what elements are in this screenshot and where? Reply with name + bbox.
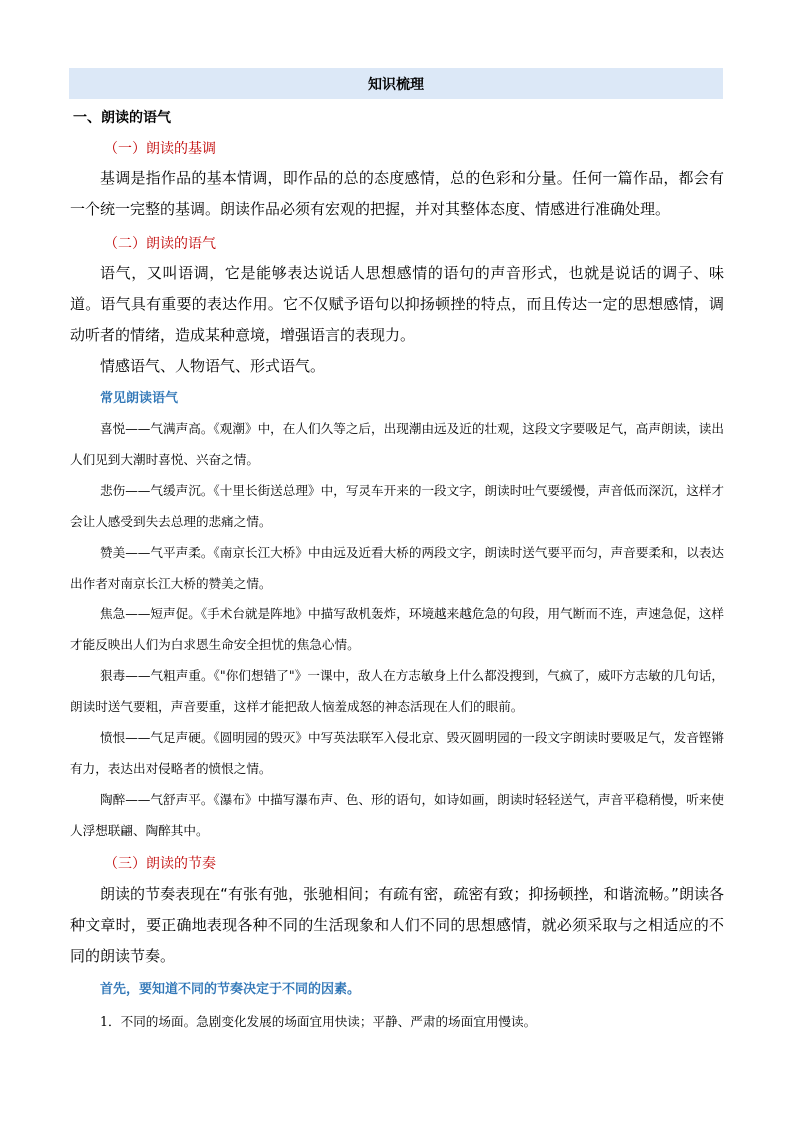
list-item-vicious: 狠毒——气粗声重。《"你们想错了"》一课中，敌人在方志敏身上什么都没搜到，气疯了，威吓方志敏的几句话，朗读时送气要粗，声音要重，这样才能把敌人恼羞成怒的神态活现在人们的眼前。 — [70, 668, 724, 714]
list-item-anger: 愤恨——气足声硬。《圆明园的毁灭》中写英法联军入侵北京、毁灭圆明园的一段文字朗读时要吸足气，发音铿锵有力，表达出对侵略者的愤恨之情。 — [70, 730, 724, 776]
subheading-mood: （二）朗读的语气 — [104, 236, 216, 252]
list-item-sorrow: 悲伤——气缓声沉。《十里长街送总理》中，写灵车开来的一段文字，朗读时吐气要缓慢，声音低而深沉，这样才会让人感受到失去总理的悲痛之情。 — [70, 483, 724, 529]
paragraph-rhythm: 朗读的节奏表现在“有张有弛，张驰相间；有疏有密，疏密有致；抑扬顿挫，和谐流畅。”朗读各种文章时，要正确地表现各种不同的生活现象和人们不同的思想感情，就必须采取与之相适应的不同的朗读节奏。 — [70, 885, 724, 965]
list-item-joy: 喜悦——气满声高。《观潮》中，在人们久等之后，出现潮由远及近的壮观，这段文字要吸足气，高声朗读，读出人们见到大潮时喜悦、兴奋之情。 — [70, 421, 724, 467]
rhythm-factors-heading: 首先，要知道不同的节奏决定于不同的因素。 — [100, 982, 361, 997]
paragraph-tone: 基调是指作品的基本情调，即作品的总的态度感情，总的色彩和分量。任何一篇作品，都会有一个统一完整的基调。朗读作品必须有宏观的把握，并对其整体态度、情感进行准确处理。 — [70, 169, 724, 218]
section-heading: 一、朗读的语气 — [73, 110, 171, 126]
list-item-scene: 1．不同的场面。急剧变化发展的场面宜用快读；平静、严肃的场面宜用慢读。 — [100, 1014, 537, 1029]
list-item-praise: 赞美——气平声柔。《南京长江大桥》中由远及近看大桥的两段文字，朗读时送气要平而匀，声音要柔和，以表达出作者对南京长江大桥的赞美之情。 — [70, 545, 724, 591]
subheading-rhythm: （三）朗读的节奏 — [104, 856, 216, 872]
list-item-anxiety: 焦急——短声促。《手术台就是阵地》中描写敌机轰炸，环境越来越危急的句段，用气断而不连，声速急促，这样才能反映出人们为白求恩生命安全担忧的焦急心情。 — [70, 606, 724, 652]
paragraph-mood-types: 情感语气、人物语气、形式语气。 — [100, 357, 326, 375]
list-item-enchantment: 陶醉——气舒声平。《瀑布》中描写瀑布声、色、形的语句，如诗如画，朗读时轻轻送气，声音平稳稍慢，听来使人浮想联翩、陶醉其中。 — [70, 792, 724, 838]
paragraph-mood: 语气，又叫语调，它是能够表达说话人思想感情的语句的声音形式，也就是说话的调子、味道。语气具有重要的表达作用。它不仅赋予语句以抑扬顿挫的特点，而且传达一定的思想感情，调动听者的情绪，造成某种意境，增强语言的表现力。 — [70, 264, 724, 344]
common-moods-heading: 常见朗读语气 — [100, 391, 179, 406]
subheading-tone: （一）朗读的基调 — [104, 141, 216, 157]
page-title: 知识梳理 — [69, 68, 723, 99]
